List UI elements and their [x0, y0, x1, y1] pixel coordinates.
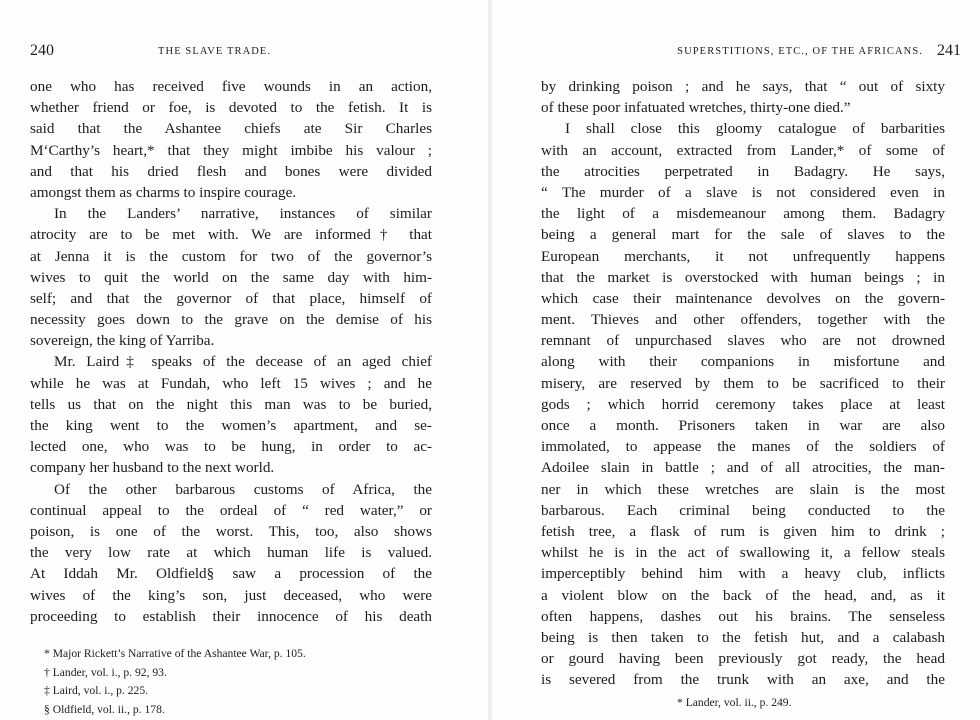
text-line: whether friend or foe, is devoted to the fetish. It is: [30, 99, 432, 117]
text-line: self; and that the governor of that place, himself of: [30, 289, 432, 307]
right-page-number: 241: [937, 42, 961, 59]
text-line: immolated, to appease the manes of the soldiers of: [541, 438, 945, 456]
text-line: European merchants, it not unfrequently happens: [541, 247, 945, 265]
text-line: I shall close this gloomy catalogue of barbarities: [565, 120, 945, 138]
text-line: wives of the king’s son, just deceased, who were: [30, 586, 432, 604]
footnote: ‡ Laird, vol. i., p. 225.: [44, 684, 149, 697]
text-line: poison, is one of the worst. This, too, also shows: [30, 522, 432, 540]
text-line: Mr. Laird‡ speaks of the decease of an aged chief: [54, 353, 432, 371]
text-line: by drinking poison ; and he says, that “ out of sixty: [541, 78, 945, 95]
text-line: being a general mart for the sale of slaves to the: [541, 226, 945, 244]
footnote: § Oldfield, vol. ii., p. 178.: [44, 702, 165, 716]
text-line: proceeding to establish their innocence of his death: [30, 607, 432, 625]
text-line: gods ; which horrid ceremony takes place at least: [541, 395, 945, 413]
left-body-text: [30, 76, 432, 627]
left-running-title: THE SLAVE TRADE.: [158, 46, 272, 57]
text-line: amongst them as charms to inspire courage.: [30, 183, 297, 201]
text-line: Adoilee slain in battle ; and of all atrocities, the man-: [541, 459, 945, 477]
text-line: that the market is overstocked with human beings ; in: [541, 268, 945, 286]
text-line: continual appeal to the ordeal of “ red water,” or: [30, 501, 432, 519]
text-line: the very low rate at which human life is valued.: [30, 544, 432, 562]
text-line: the atrocities perpetrated in Badagry. He says,: [541, 162, 945, 180]
text-line: one who has received five wounds in an action,: [30, 78, 432, 95]
text-line: lected one, who was to be hung, in order to ac-: [30, 438, 432, 456]
left-page: [30, 0, 432, 720]
text-line: In the Landers’ narrative, instances of similar: [54, 205, 432, 223]
right-running-title: SUPERSTITIONS, ETC., OF THE AFRICANS.: [677, 46, 923, 57]
text-line: often happens, dashes out his brains. The senseless: [541, 607, 945, 625]
text-line: remnant of unpurchased slaves who are not drowned: [541, 332, 945, 350]
text-line: the king went to the women’s apartment, and se-: [30, 417, 432, 434]
text-line: while he was at Fundah, who left 15 wives ; and he: [30, 374, 432, 392]
text-line: a violent blow on the back of the head, and, as it: [541, 586, 945, 604]
left-footnotes: [30, 645, 432, 719]
right-page: [541, 0, 961, 720]
text-line: with an account, extracted from Lander,* of some of: [541, 141, 945, 159]
text-line: At Iddah Mr. Oldfield§ saw a procession of the: [30, 565, 432, 583]
text-line: ment. Thieves and other offenders, together with the: [541, 311, 945, 329]
left-page-number: 240: [30, 42, 54, 59]
text-line: barbarous. Each criminal being conducted to the: [541, 501, 945, 519]
text-line: M‘Carthy’s heart,* that they might imbibe his valour ;: [30, 141, 432, 159]
right-footnotes: [541, 694, 945, 713]
text-line: is severed from the trunk with an axe, and the: [541, 671, 945, 689]
text-line: along with their companions in misfortune and: [541, 353, 945, 371]
book-gutter: [488, 0, 492, 720]
text-line: imperceptibly behind him with a heavy club, inflicts: [541, 565, 945, 583]
text-line: of these poor infatuated wretches, thirty-one died.”: [541, 99, 851, 117]
text-line: necessity goes down to the grave on the demise of his: [30, 311, 432, 329]
text-line: Of the other barbarous customs of Africa, the: [54, 480, 432, 498]
text-line: sovereign, the king of Yarriba.: [30, 332, 215, 350]
text-line: misery, are reserved by them to be sacrificed to their: [541, 374, 945, 392]
footnote: † Lander, vol. i., p. 92, 93.: [44, 665, 167, 679]
text-line: tells us that on the night this man was to be buried,: [30, 395, 432, 413]
text-line: which case their maintenance devolves on the govern-: [541, 289, 945, 307]
text-line: and that his dried flesh and bones were divided: [30, 162, 432, 180]
text-line: once a month. Prisoners taken in war are also: [541, 417, 945, 434]
footnote: * Major Rickett’s Narrative of the Ashantee War, p. 105.: [44, 647, 306, 660]
text-line: at Jenna it is the custom for two of the governor’s: [30, 247, 432, 265]
footnote: * Lander, vol. ii., p. 249.: [677, 696, 792, 709]
text-line: fetish tree, a flask of rum is given him to drink ;: [541, 522, 945, 540]
text-line: said that the Ashantee chiefs ate Sir Charles: [30, 120, 432, 138]
right-running-head: [541, 40, 961, 62]
text-line: wives to quit the world on the same day with him-: [30, 268, 432, 286]
left-running-head: [30, 40, 432, 62]
text-line: being is then taken to the fetish hut, and a calabash: [541, 628, 945, 646]
text-line: the light of a misdemeanour among them. Badagry: [541, 205, 945, 223]
text-line: or gourd having been previously got ready, the head: [541, 650, 945, 668]
text-line: company her husband to the next world.: [30, 459, 275, 477]
text-line: ner in which these wretches are slain is the most: [541, 480, 945, 498]
text-line: atrocity are to be met with. We are informed† that: [30, 226, 432, 244]
text-line: “ The murder of a slave is not considered even in: [541, 183, 945, 201]
right-body-text: [541, 76, 945, 690]
text-line: whilst he is in the act of swallowing it, a fellow steals: [541, 544, 945, 562]
